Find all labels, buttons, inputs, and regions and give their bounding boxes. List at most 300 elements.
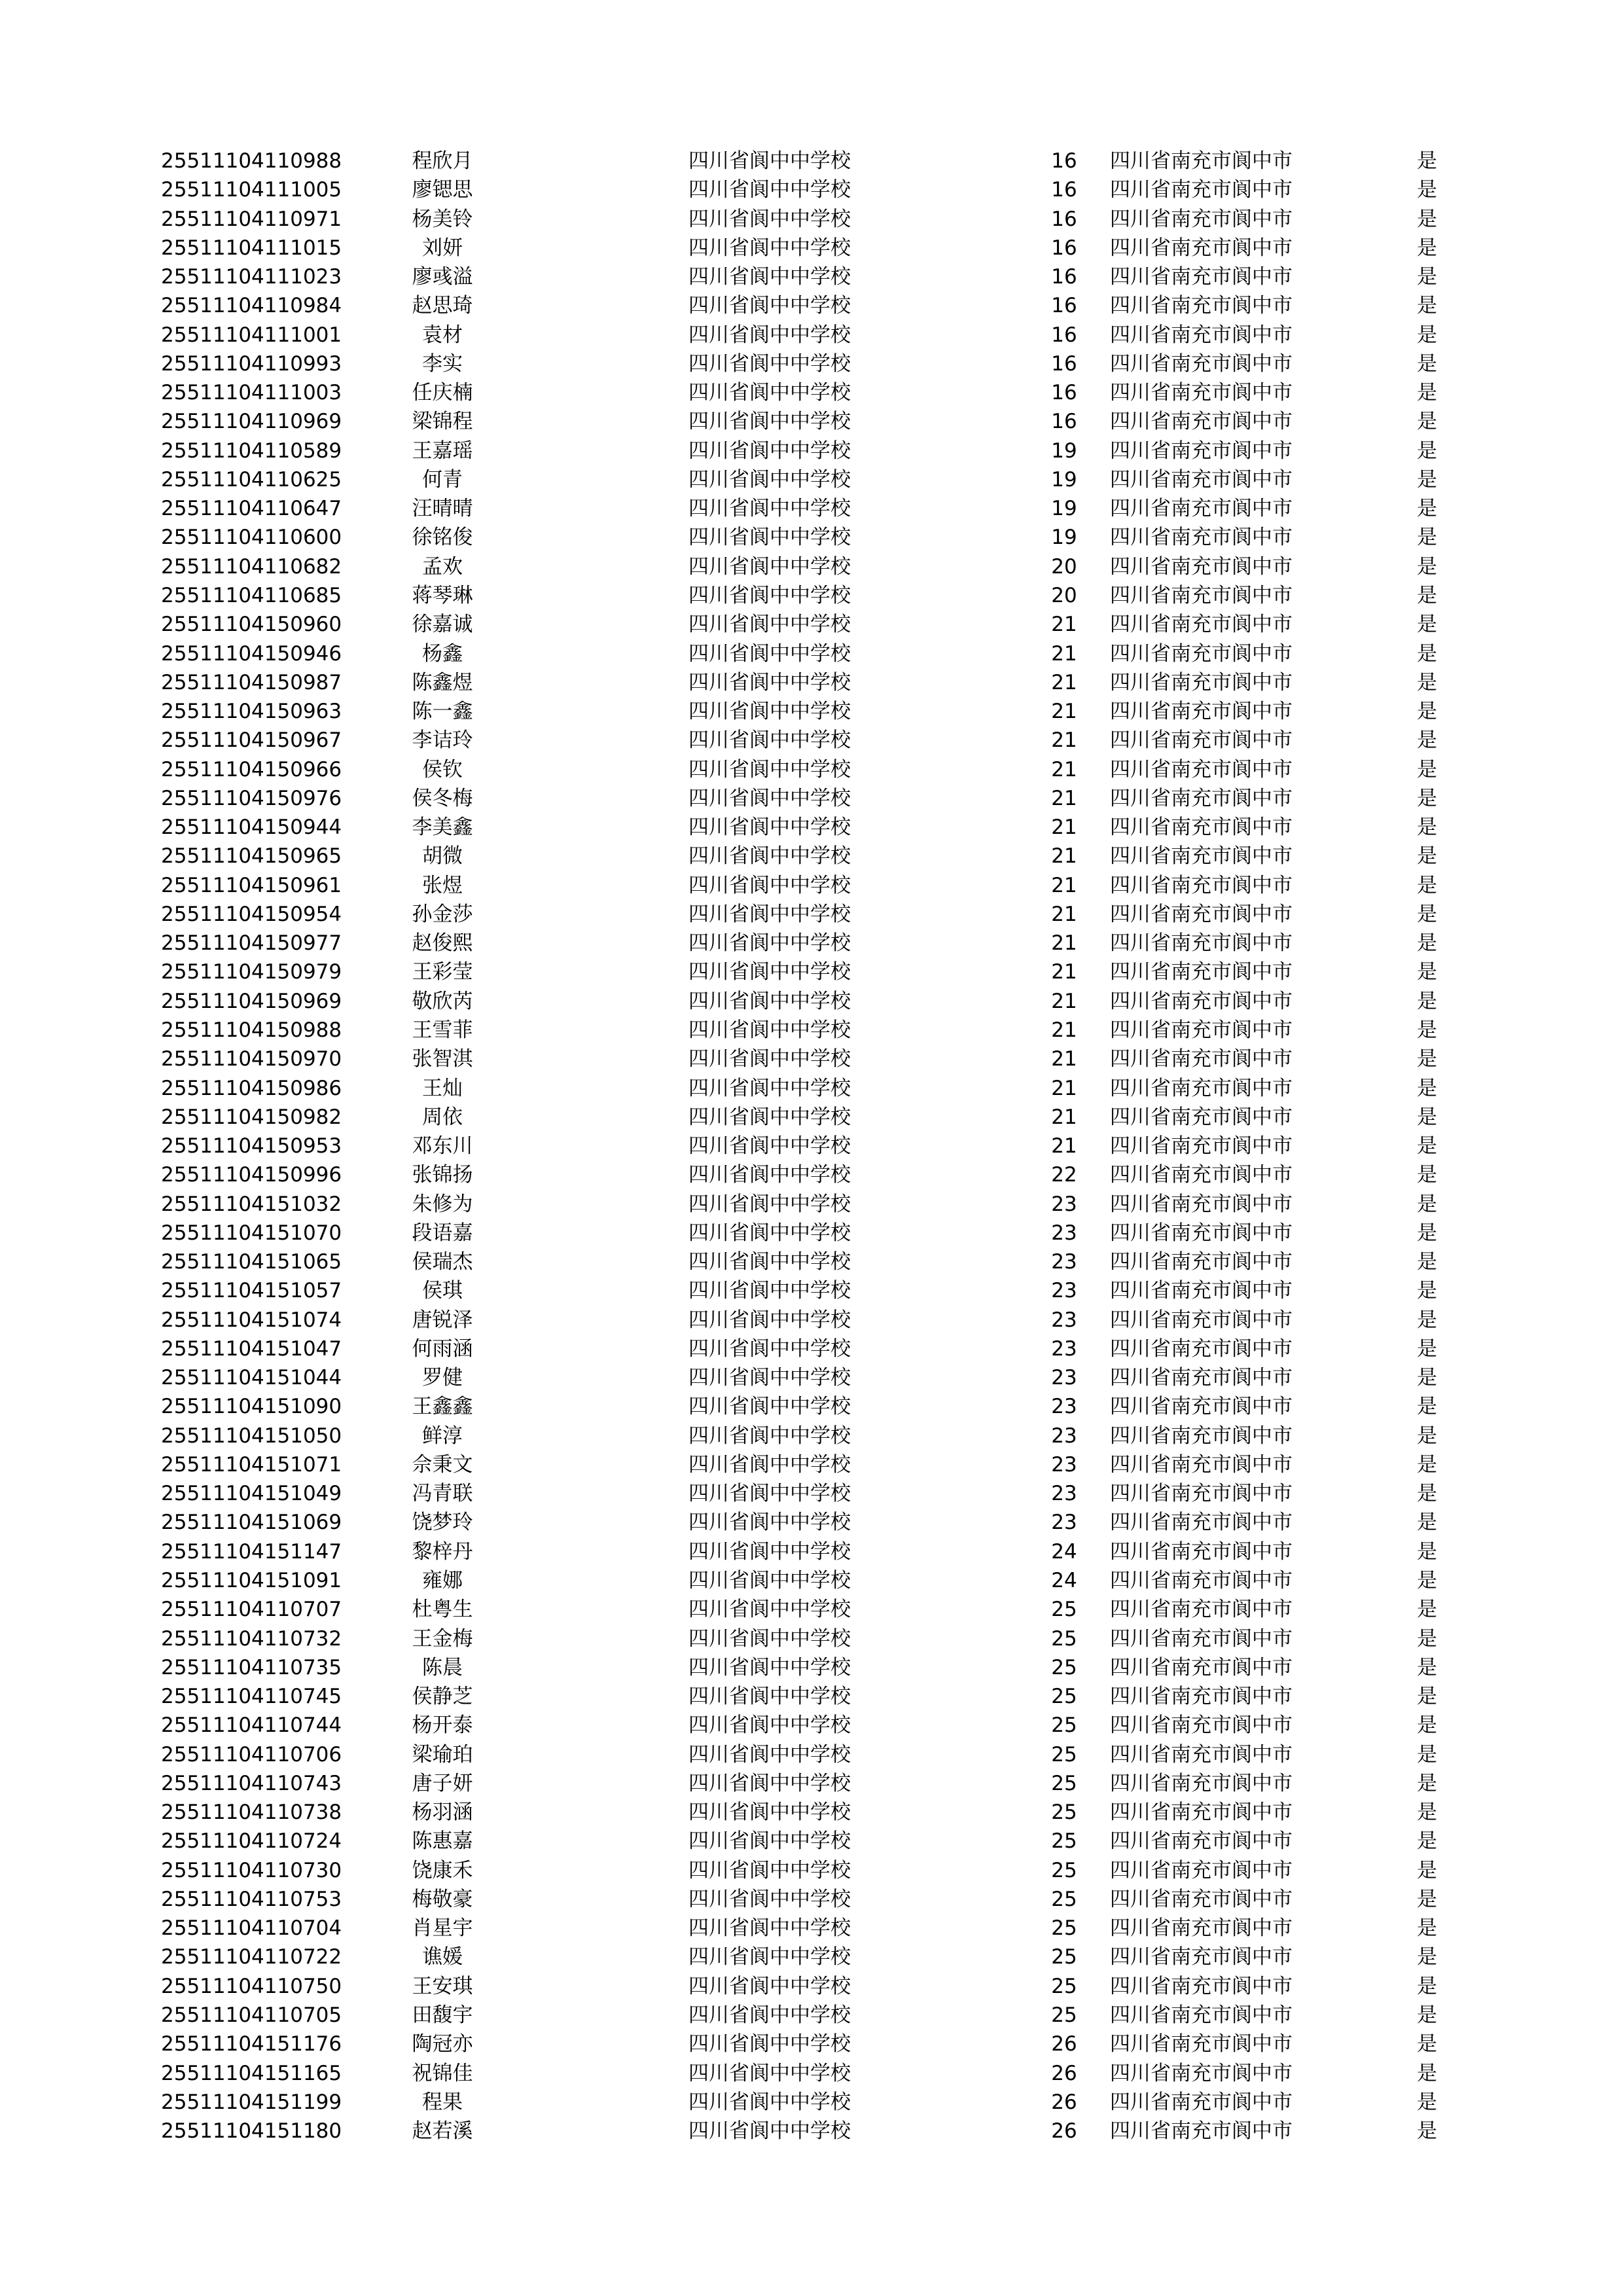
class-number-cell: 21 <box>1051 1105 1077 1129</box>
region-cell: 四川省南充市阆中市 <box>1110 1685 1293 1709</box>
student-name-cell: 佘秉文 <box>412 1452 473 1477</box>
region-cell: 四川省南充市阆中市 <box>1110 1569 1293 1593</box>
table-row <box>161 1943 1437 1971</box>
student-id-cell: 25511104110685 <box>161 583 342 607</box>
status-cell: 是 <box>1417 1511 1437 1535</box>
class-number-cell: 21 <box>1051 613 1077 637</box>
class-number-cell: 25 <box>1051 1945 1077 1969</box>
student-name-cell: 袁材 <box>422 323 463 347</box>
table-row <box>161 900 1437 929</box>
class-number-cell: 16 <box>1051 178 1077 202</box>
student-id-cell: 25511104110753 <box>161 1887 342 1911</box>
table-row <box>161 1045 1437 1073</box>
school-cell: 四川省阆中中学校 <box>688 613 851 637</box>
status-cell: 是 <box>1417 410 1437 434</box>
student-name-cell: 陈惠嘉 <box>412 1829 473 1854</box>
school-cell: 四川省阆中中学校 <box>688 294 851 318</box>
table-row <box>161 1856 1437 1885</box>
region-cell: 四川省南充市阆中市 <box>1110 410 1293 434</box>
student-name-cell: 敬欣芮 <box>412 989 473 1013</box>
student-id-cell: 25511104151176 <box>161 2032 342 2056</box>
school-cell: 四川省阆中中学校 <box>688 1626 851 1651</box>
school-cell: 四川省阆中中学校 <box>688 2119 851 2144</box>
table-row <box>161 321 1437 350</box>
school-cell: 四川省阆中中学校 <box>688 700 851 724</box>
class-number-cell: 16 <box>1051 410 1077 434</box>
student-id-cell: 25511104110732 <box>161 1626 342 1651</box>
region-cell: 四川省南充市阆中市 <box>1110 989 1293 1013</box>
table-row <box>161 697 1437 726</box>
status-cell: 是 <box>1417 1482 1437 1506</box>
region-cell: 四川省南充市阆中市 <box>1110 2061 1293 2085</box>
status-cell: 是 <box>1417 1974 1437 1998</box>
class-number-cell: 25 <box>1051 1771 1077 1795</box>
status-cell: 是 <box>1417 1539 1437 1564</box>
region-cell: 四川省南充市阆中市 <box>1110 1539 1293 1564</box>
school-cell: 四川省阆中中学校 <box>688 207 851 231</box>
student-name-cell: 田馥宇 <box>412 2003 473 2027</box>
student-name-cell: 李诘玲 <box>412 728 473 753</box>
table-row <box>161 842 1437 870</box>
student-id-cell: 25511104111005 <box>161 178 342 202</box>
class-number-cell: 23 <box>1051 1336 1077 1361</box>
region-cell: 四川省南充市阆中市 <box>1110 1250 1293 1274</box>
school-cell: 四川省阆中中学校 <box>688 1655 851 1679</box>
class-number-cell: 25 <box>1051 1685 1077 1709</box>
region-cell: 四川省南充市阆中市 <box>1110 1221 1293 1245</box>
status-cell: 是 <box>1417 2119 1437 2144</box>
class-number-cell: 23 <box>1051 1424 1077 1448</box>
class-number-cell: 26 <box>1051 2032 1077 2056</box>
region-cell: 四川省南充市阆中市 <box>1110 1279 1293 1303</box>
status-cell: 是 <box>1417 2090 1437 2114</box>
table-row <box>161 2001 1437 2030</box>
status-cell: 是 <box>1417 1685 1437 1709</box>
school-cell: 四川省阆中中学校 <box>688 467 851 492</box>
region-cell: 四川省南充市阆中市 <box>1110 1366 1293 1390</box>
school-cell: 四川省阆中中学校 <box>688 1134 851 1158</box>
student-name-cell: 徐嘉诚 <box>412 613 473 637</box>
student-id-cell: 25511104110647 <box>161 497 342 521</box>
school-cell: 四川省阆中中学校 <box>688 1801 851 1825</box>
school-cell: 四川省阆中中学校 <box>688 1336 851 1361</box>
student-name-cell: 罗健 <box>422 1366 463 1390</box>
student-id-cell: 25511104110722 <box>161 1945 342 1969</box>
region-cell: 四川省南充市阆中市 <box>1110 1336 1293 1361</box>
class-number-cell: 19 <box>1051 497 1077 521</box>
school-cell: 四川省阆中中学校 <box>688 149 851 173</box>
status-cell: 是 <box>1417 2061 1437 2085</box>
student-name-cell: 汪晴晴 <box>412 497 473 521</box>
region-cell: 四川省南充市阆中市 <box>1110 1163 1293 1187</box>
school-cell: 四川省阆中中学校 <box>688 2032 851 2056</box>
table-row <box>161 1363 1437 1392</box>
class-number-cell: 25 <box>1051 1829 1077 1854</box>
student-name-cell: 赵思琦 <box>412 294 473 318</box>
student-name-cell: 唐子妍 <box>412 1771 473 1795</box>
class-number-cell: 16 <box>1051 265 1077 289</box>
status-cell: 是 <box>1417 1801 1437 1825</box>
region-cell: 四川省南充市阆中市 <box>1110 2003 1293 2027</box>
student-id-cell: 25511104110625 <box>161 467 342 492</box>
student-name-cell: 饶梦玲 <box>412 1511 473 1535</box>
region-cell: 四川省南充市阆中市 <box>1110 1801 1293 1825</box>
student-name-cell: 王雪菲 <box>412 1018 473 1042</box>
student-id-cell: 25511104151044 <box>161 1366 342 1390</box>
table-row <box>161 1653 1437 1682</box>
student-id-cell: 25511104151070 <box>161 1221 342 1245</box>
region-cell: 四川省南充市阆中市 <box>1110 960 1293 984</box>
class-number-cell: 25 <box>1051 1655 1077 1679</box>
class-number-cell: 23 <box>1051 1452 1077 1477</box>
student-name-cell: 杨美铃 <box>412 207 473 231</box>
table-row <box>161 175 1437 204</box>
status-cell: 是 <box>1417 1076 1437 1100</box>
table-row <box>161 1624 1437 1653</box>
student-id-cell: 25511104151069 <box>161 1511 342 1535</box>
table-row <box>161 147 1437 175</box>
school-cell: 四川省阆中中学校 <box>688 641 851 666</box>
student-name-cell: 侯钦 <box>422 757 463 781</box>
class-number-cell: 25 <box>1051 2003 1077 2027</box>
student-id-cell: 25511104150970 <box>161 1047 342 1071</box>
school-cell: 四川省阆中中学校 <box>688 1047 851 1071</box>
school-cell: 四川省阆中中学校 <box>688 1511 851 1535</box>
school-cell: 四川省阆中中学校 <box>688 178 851 202</box>
student-id-cell: 25511104151071 <box>161 1452 342 1477</box>
school-cell: 四川省阆中中学校 <box>688 786 851 810</box>
table-row <box>161 1595 1437 1624</box>
status-cell: 是 <box>1417 265 1437 289</box>
student-id-cell: 25511104110724 <box>161 1829 342 1854</box>
school-cell: 四川省阆中中学校 <box>688 873 851 897</box>
status-cell: 是 <box>1417 1395 1437 1419</box>
school-cell: 四川省阆中中学校 <box>688 728 851 753</box>
table-row <box>161 1190 1437 1219</box>
status-cell: 是 <box>1417 1221 1437 1245</box>
student-id-cell: 25511104110988 <box>161 149 342 173</box>
region-cell: 四川省南充市阆中市 <box>1110 1655 1293 1679</box>
table-row <box>161 1508 1437 1537</box>
student-name-cell: 廖锶思 <box>412 178 473 202</box>
class-number-cell: 25 <box>1051 1858 1077 1882</box>
table-row <box>161 1276 1437 1305</box>
school-cell: 四川省阆中中学校 <box>688 2003 851 2027</box>
student-id-cell: 25511104151091 <box>161 1569 342 1593</box>
student-id-cell: 25511104150976 <box>161 786 342 810</box>
student-name-cell: 杨鑫 <box>422 641 463 666</box>
region-cell: 四川省南充市阆中市 <box>1110 1105 1293 1129</box>
class-number-cell: 21 <box>1051 989 1077 1013</box>
table-row <box>161 523 1437 552</box>
region-cell: 四川省南充市阆中市 <box>1110 902 1293 926</box>
table-row <box>161 407 1437 436</box>
table-row <box>161 1740 1437 1769</box>
class-number-cell: 21 <box>1051 931 1077 956</box>
school-cell: 四川省阆中中学校 <box>688 351 851 376</box>
region-cell: 四川省南充市阆中市 <box>1110 1916 1293 1941</box>
status-cell: 是 <box>1417 728 1437 753</box>
student-id-cell: 25511104110984 <box>161 294 342 318</box>
student-id-cell: 25511104150988 <box>161 1018 342 1042</box>
status-cell: 是 <box>1417 1771 1437 1795</box>
student-name-cell: 张智淇 <box>412 1047 473 1071</box>
student-id-cell: 25511104151165 <box>161 2061 342 2085</box>
student-name-cell: 黎梓丹 <box>412 1539 473 1564</box>
school-cell: 四川省阆中中学校 <box>688 2090 851 2114</box>
class-number-cell: 25 <box>1051 1916 1077 1941</box>
table-row <box>161 755 1437 784</box>
school-cell: 四川省阆中中学校 <box>688 1366 851 1390</box>
region-cell: 四川省南充市阆中市 <box>1110 149 1293 173</box>
class-number-cell: 16 <box>1051 294 1077 318</box>
student-id-cell: 25511104150977 <box>161 931 342 956</box>
school-cell: 四川省阆中中学校 <box>688 1539 851 1564</box>
school-cell: 四川省阆中中学校 <box>688 902 851 926</box>
region-cell: 四川省南充市阆中市 <box>1110 613 1293 637</box>
student-id-cell: 25511104110707 <box>161 1598 342 1622</box>
school-cell: 四川省阆中中学校 <box>688 439 851 463</box>
student-name-cell: 王彩莹 <box>412 960 473 984</box>
student-id-cell: 25511104110682 <box>161 554 342 579</box>
school-cell: 四川省阆中中学校 <box>688 265 851 289</box>
class-number-cell: 19 <box>1051 526 1077 550</box>
class-number-cell: 25 <box>1051 1713 1077 1738</box>
table-row <box>161 552 1437 581</box>
student-id-cell: 25511104111003 <box>161 381 342 405</box>
table-row <box>161 1566 1437 1595</box>
student-id-cell: 25511104111023 <box>161 265 342 289</box>
region-cell: 四川省南充市阆中市 <box>1110 786 1293 810</box>
class-number-cell: 16 <box>1051 149 1077 173</box>
class-number-cell: 21 <box>1051 700 1077 724</box>
region-cell: 四川省南充市阆中市 <box>1110 1974 1293 1998</box>
student-name-cell: 何青 <box>422 467 463 492</box>
student-name-cell: 侯冬梅 <box>412 786 473 810</box>
school-cell: 四川省阆中中学校 <box>688 1395 851 1419</box>
class-number-cell: 16 <box>1051 207 1077 231</box>
status-cell: 是 <box>1417 323 1437 347</box>
table-row <box>161 929 1437 958</box>
table-row <box>161 234 1437 262</box>
student-id-cell: 25511104150986 <box>161 1076 342 1100</box>
student-name-cell: 雍娜 <box>422 1569 463 1593</box>
table-row <box>161 1450 1437 1479</box>
class-number-cell: 23 <box>1051 1221 1077 1245</box>
region-cell: 四川省南充市阆中市 <box>1110 1424 1293 1448</box>
student-name-cell: 王金梅 <box>412 1626 473 1651</box>
student-id-cell: 25511104110750 <box>161 1974 342 1998</box>
region-cell: 四川省南充市阆中市 <box>1110 1713 1293 1738</box>
student-id-cell: 25511104151147 <box>161 1539 342 1564</box>
student-id-cell: 25511104110706 <box>161 1742 342 1767</box>
student-id-cell: 25511104151180 <box>161 2119 342 2144</box>
student-name-cell: 饶康禾 <box>412 1858 473 1882</box>
student-id-cell: 25511104111001 <box>161 323 342 347</box>
school-cell: 四川省阆中中学校 <box>688 2061 851 2085</box>
table-row <box>161 1827 1437 1856</box>
student-id-cell: 25511104151090 <box>161 1395 342 1419</box>
region-cell: 四川省南充市阆中市 <box>1110 583 1293 607</box>
class-number-cell: 26 <box>1051 2119 1077 2144</box>
student-name-cell: 赵若溪 <box>412 2119 473 2144</box>
student-id-cell: 25511104150953 <box>161 1134 342 1158</box>
status-cell: 是 <box>1417 960 1437 984</box>
status-cell: 是 <box>1417 236 1437 260</box>
school-cell: 四川省阆中中学校 <box>688 1076 851 1100</box>
table-row <box>161 2088 1437 2117</box>
status-cell: 是 <box>1417 1250 1437 1274</box>
region-cell: 四川省南充市阆中市 <box>1110 323 1293 347</box>
student-id-cell: 25511104150987 <box>161 670 342 694</box>
status-cell: 是 <box>1417 786 1437 810</box>
table-row <box>161 610 1437 639</box>
status-cell: 是 <box>1417 1829 1437 1854</box>
status-cell: 是 <box>1417 583 1437 607</box>
school-cell: 四川省阆中中学校 <box>688 1308 851 1332</box>
region-cell: 四川省南充市阆中市 <box>1110 526 1293 550</box>
table-row <box>161 1103 1437 1132</box>
region-cell: 四川省南充市阆中市 <box>1110 1018 1293 1042</box>
table-row <box>161 1798 1437 1827</box>
student-name-cell: 梁锦程 <box>412 410 473 434</box>
status-cell: 是 <box>1417 1655 1437 1679</box>
student-name-cell: 段语嘉 <box>412 1221 473 1245</box>
student-id-cell: 25511104111015 <box>161 236 342 260</box>
status-cell: 是 <box>1417 1018 1437 1042</box>
school-cell: 四川省阆中中学校 <box>688 410 851 434</box>
student-id-cell: 25511104150944 <box>161 816 342 840</box>
student-name-cell: 周依 <box>422 1105 463 1129</box>
region-cell: 四川省南充市阆中市 <box>1110 1482 1293 1506</box>
region-cell: 四川省南充市阆中市 <box>1110 207 1293 231</box>
status-cell: 是 <box>1417 526 1437 550</box>
status-cell: 是 <box>1417 1626 1437 1651</box>
table-row <box>161 1537 1437 1566</box>
status-cell: 是 <box>1417 381 1437 405</box>
student-name-cell: 梁瑜珀 <box>412 1742 473 1767</box>
region-cell: 四川省南充市阆中市 <box>1110 1452 1293 1477</box>
status-cell: 是 <box>1417 1308 1437 1332</box>
region-cell: 四川省南充市阆中市 <box>1110 1395 1293 1419</box>
student-name-cell: 陈一鑫 <box>412 700 473 724</box>
student-name-cell: 肖星宇 <box>412 1916 473 1941</box>
region-cell: 四川省南充市阆中市 <box>1110 1829 1293 1854</box>
student-name-cell: 徐铭俊 <box>412 526 473 550</box>
class-number-cell: 23 <box>1051 1250 1077 1274</box>
student-id-cell: 25511104150963 <box>161 700 342 724</box>
region-cell: 四川省南充市阆中市 <box>1110 1598 1293 1622</box>
student-name-cell: 王鑫鑫 <box>412 1395 473 1419</box>
table-row <box>161 1335 1437 1363</box>
school-cell: 四川省阆中中学校 <box>688 583 851 607</box>
class-number-cell: 24 <box>1051 1569 1077 1593</box>
student-name-cell: 祝锦佳 <box>412 2061 473 2085</box>
student-id-cell: 25511104110589 <box>161 439 342 463</box>
region-cell: 四川省南充市阆中市 <box>1110 2119 1293 2144</box>
region-cell: 四川省南充市阆中市 <box>1110 294 1293 318</box>
table-row <box>161 639 1437 668</box>
school-cell: 四川省阆中中学校 <box>688 1163 851 1187</box>
student-id-cell: 25511104150996 <box>161 1163 342 1187</box>
table-row <box>161 1711 1437 1740</box>
school-cell: 四川省阆中中学校 <box>688 1279 851 1303</box>
school-cell: 四川省阆中中学校 <box>688 1018 851 1042</box>
student-id-cell: 25511104110705 <box>161 2003 342 2027</box>
class-number-cell: 21 <box>1051 873 1077 897</box>
class-number-cell: 25 <box>1051 1598 1077 1622</box>
student-id-cell: 25511104110730 <box>161 1858 342 1882</box>
table-row <box>161 1392 1437 1421</box>
region-cell: 四川省南充市阆中市 <box>1110 1945 1293 1969</box>
table-row <box>161 1219 1437 1247</box>
student-name-cell: 王灿 <box>422 1076 463 1100</box>
table-row <box>161 2117 1437 2145</box>
class-number-cell: 25 <box>1051 1801 1077 1825</box>
region-cell: 四川省南充市阆中市 <box>1110 2032 1293 2056</box>
school-cell: 四川省阆中中学校 <box>688 844 851 869</box>
region-cell: 四川省南充市阆中市 <box>1110 236 1293 260</box>
school-cell: 四川省阆中中学校 <box>688 1742 851 1767</box>
student-id-cell: 25511104151074 <box>161 1308 342 1332</box>
table-row <box>161 262 1437 291</box>
student-list-table <box>161 147 1437 2145</box>
region-cell: 四川省南充市阆中市 <box>1110 728 1293 753</box>
status-cell: 是 <box>1417 700 1437 724</box>
school-cell: 四川省阆中中学校 <box>688 1916 851 1941</box>
region-cell: 四川省南充市阆中市 <box>1110 931 1293 956</box>
student-id-cell: 25511104150979 <box>161 960 342 984</box>
region-cell: 四川省南充市阆中市 <box>1110 265 1293 289</box>
region-cell: 四川省南充市阆中市 <box>1110 467 1293 492</box>
student-id-cell: 25511104151032 <box>161 1192 342 1216</box>
school-cell: 四川省阆中中学校 <box>688 323 851 347</box>
student-id-cell: 25511104150969 <box>161 989 342 1013</box>
class-number-cell: 24 <box>1051 1539 1077 1564</box>
table-row <box>161 871 1437 900</box>
student-name-cell: 何雨涵 <box>412 1336 473 1361</box>
class-number-cell: 25 <box>1051 1974 1077 1998</box>
student-id-cell: 25511104110745 <box>161 1685 342 1709</box>
table-row <box>161 1682 1437 1711</box>
student-name-cell: 陈鑫煜 <box>412 670 473 694</box>
region-cell: 四川省南充市阆中市 <box>1110 1134 1293 1158</box>
status-cell: 是 <box>1417 989 1437 1013</box>
class-number-cell: 19 <box>1051 467 1077 492</box>
student-name-cell: 孙金莎 <box>412 902 473 926</box>
school-cell: 四川省阆中中学校 <box>688 1713 851 1738</box>
school-cell: 四川省阆中中学校 <box>688 1569 851 1593</box>
student-id-cell: 25511104110969 <box>161 410 342 434</box>
school-cell: 四川省阆中中学校 <box>688 1771 851 1795</box>
status-cell: 是 <box>1417 1192 1437 1216</box>
school-cell: 四川省阆中中学校 <box>688 1482 851 1506</box>
status-cell: 是 <box>1417 844 1437 869</box>
class-number-cell: 23 <box>1051 1482 1077 1506</box>
student-name-cell: 侯瑞杰 <box>412 1250 473 1274</box>
student-id-cell: 25511104150967 <box>161 728 342 753</box>
school-cell: 四川省阆中中学校 <box>688 960 851 984</box>
status-cell: 是 <box>1417 873 1437 897</box>
student-id-cell: 25511104110735 <box>161 1655 342 1679</box>
student-id-cell: 25511104151047 <box>161 1336 342 1361</box>
student-name-cell: 侯琪 <box>422 1279 463 1303</box>
school-cell: 四川省阆中中学校 <box>688 554 851 579</box>
class-number-cell: 21 <box>1051 757 1077 781</box>
school-cell: 四川省阆中中学校 <box>688 1424 851 1448</box>
student-id-cell: 25511104151049 <box>161 1482 342 1506</box>
school-cell: 四川省阆中中学校 <box>688 931 851 956</box>
